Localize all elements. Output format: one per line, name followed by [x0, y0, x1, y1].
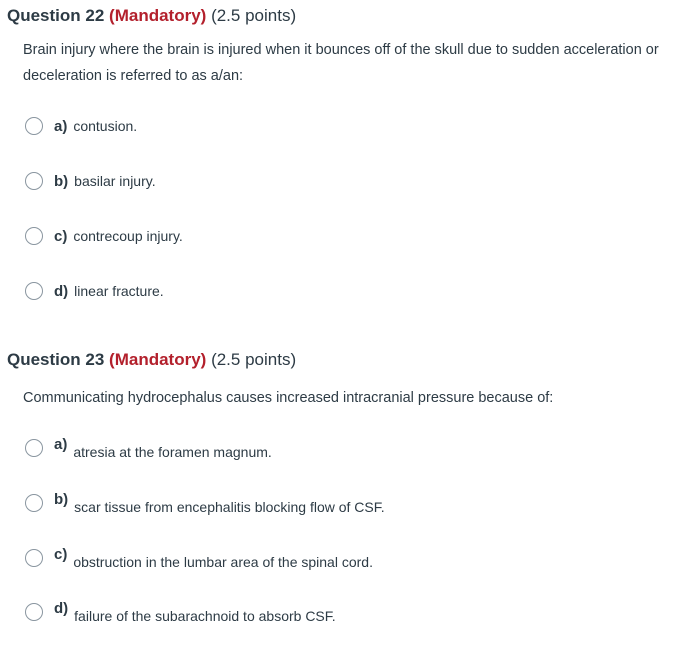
radio-button[interactable] — [25, 117, 43, 135]
question-title: Question 22 — [7, 6, 105, 25]
option-letter: a) — [54, 117, 68, 135]
option-letter: a) — [54, 435, 68, 453]
option-text: contusion. — [73, 118, 138, 134]
radio-button[interactable] — [25, 282, 43, 300]
answer-option-a[interactable] — [25, 115, 137, 137]
answer-option-c[interactable] — [25, 547, 373, 569]
option-text: obstruction in the lumbar area of the spinal cord. — [73, 554, 373, 570]
mandatory-label: (Mandatory) — [109, 350, 207, 369]
answer-option-d[interactable] — [25, 601, 336, 623]
radio-button[interactable] — [25, 603, 43, 621]
radio-button[interactable] — [25, 494, 43, 512]
mandatory-label: (Mandatory) — [109, 6, 207, 25]
option-text: contrecoup injury. — [73, 228, 183, 244]
points-label: (2.5 points) — [211, 350, 297, 369]
radio-button[interactable] — [25, 549, 43, 567]
answer-option-c[interactable] — [25, 225, 183, 247]
radio-button[interactable] — [25, 227, 43, 245]
question-header — [7, 350, 296, 370]
radio-button[interactable] — [25, 172, 43, 190]
option-text: linear fracture. — [74, 283, 164, 299]
question-text: Communicating hydrocephalus causes increased intracranial pressure because of: — [23, 390, 554, 406]
option-letter: d) — [54, 599, 69, 617]
option-letter: d) — [54, 282, 69, 300]
option-text: atresia at the foramen magnum. — [73, 444, 272, 460]
option-text: failure of the subarachnoid to absorb CSF. — [74, 608, 336, 624]
answer-option-a[interactable] — [25, 437, 272, 459]
points-label: (2.5 points) — [211, 6, 297, 25]
option-text: scar tissue from encephalitis blocking flow of CSF. — [74, 499, 385, 515]
question-text: Brain injury where the brain is injured when it bounces off of the skull due to sudden acceleration or deceleration is referred to as a/an: — [23, 42, 659, 84]
answer-option-b[interactable] — [25, 170, 156, 192]
answer-option-b[interactable] — [25, 492, 385, 514]
answer-option-d[interactable] — [25, 280, 164, 302]
option-letter: c) — [54, 227, 68, 245]
option-letter: b) — [54, 172, 69, 190]
question-title: Question 23 — [7, 350, 105, 369]
radio-button[interactable] — [25, 439, 43, 457]
option-letter: b) — [54, 490, 69, 508]
option-text: basilar injury. — [74, 173, 156, 189]
option-letter: c) — [54, 545, 68, 563]
question-header — [7, 6, 296, 26]
